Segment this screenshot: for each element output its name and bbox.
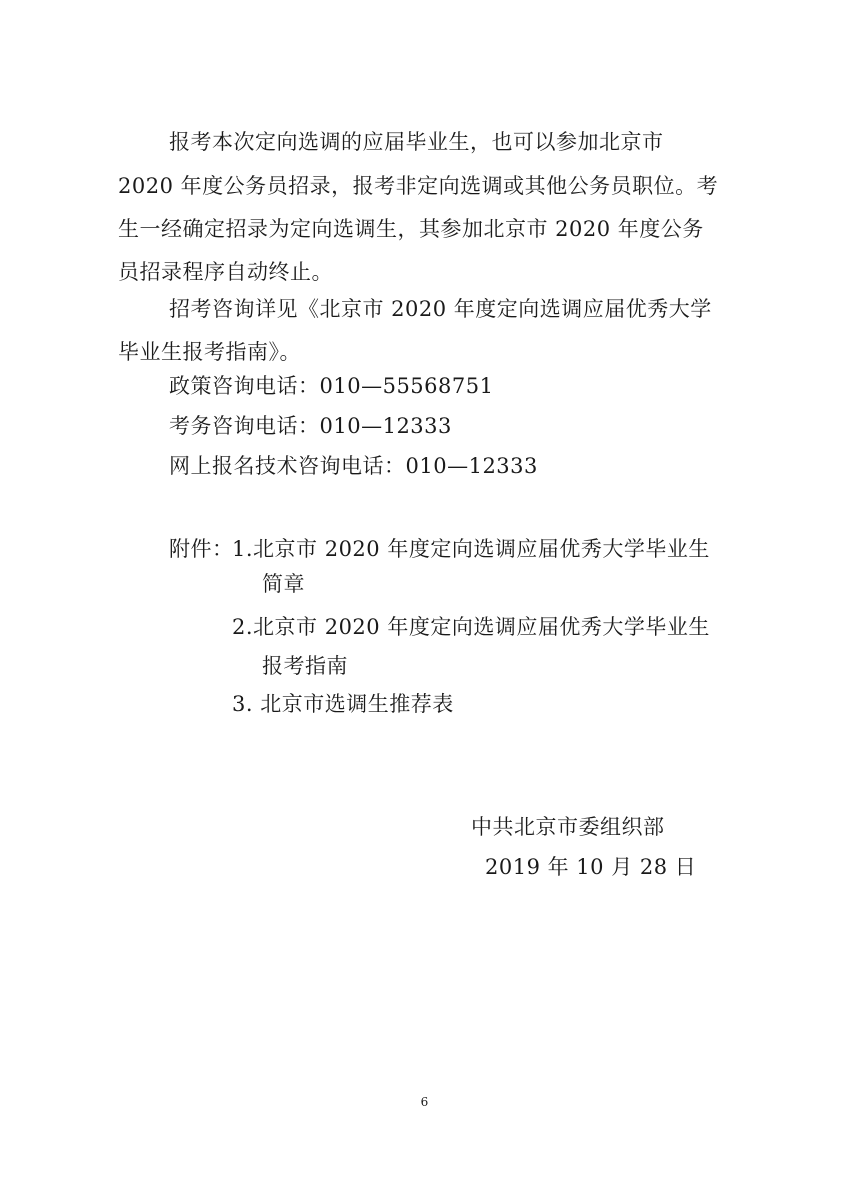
paragraph-1-line-3: 生一经确定招录为定向选调生，其参加北京市 2020 年度公务 <box>118 217 704 241</box>
signature-organization: 中共北京市委组织部 <box>471 815 665 839</box>
paragraph-1-line-4: 员招录程序自动终止。 <box>118 260 333 284</box>
signature-date: 2019 年 10 月 28 日 <box>485 855 697 879</box>
online-contact-line: 网上报名技术咨询电话：010—12333 <box>169 454 538 478</box>
policy-contact-line: 政策咨询电话：010—55568751 <box>169 374 494 398</box>
attachment-1-line-1: 1.北京市 2020 年度定向选调应届优秀大学毕业生 <box>232 537 710 561</box>
exam-contact-line: 考务咨询电话：010—12333 <box>169 414 452 438</box>
attachment-1-line-2: 简章 <box>262 572 305 596</box>
paragraph-2-line-1: 招考咨询详见《北京市 2020 年度定向选调应届优秀大学 <box>169 297 712 321</box>
attachments-label: 附件： <box>169 537 234 561</box>
attachment-2-line-2: 报考指南 <box>262 654 348 678</box>
paragraph-2-line-2: 毕业生报考指南》。 <box>118 340 301 364</box>
attachment-3: 3. 北京市选调生推荐表 <box>232 692 454 716</box>
paragraph-1-line-1: 报考本次定向选调的应届毕业生，也可以参加北京市 <box>169 130 664 154</box>
attachment-2-line-1: 2.北京市 2020 年度定向选调应届优秀大学毕业生 <box>232 615 710 639</box>
paragraph-1-line-2: 2020 年度公务员招录，报考非定向选调或其他公务员职位。考 <box>118 174 719 198</box>
page-number: 6 <box>420 1095 429 1109</box>
